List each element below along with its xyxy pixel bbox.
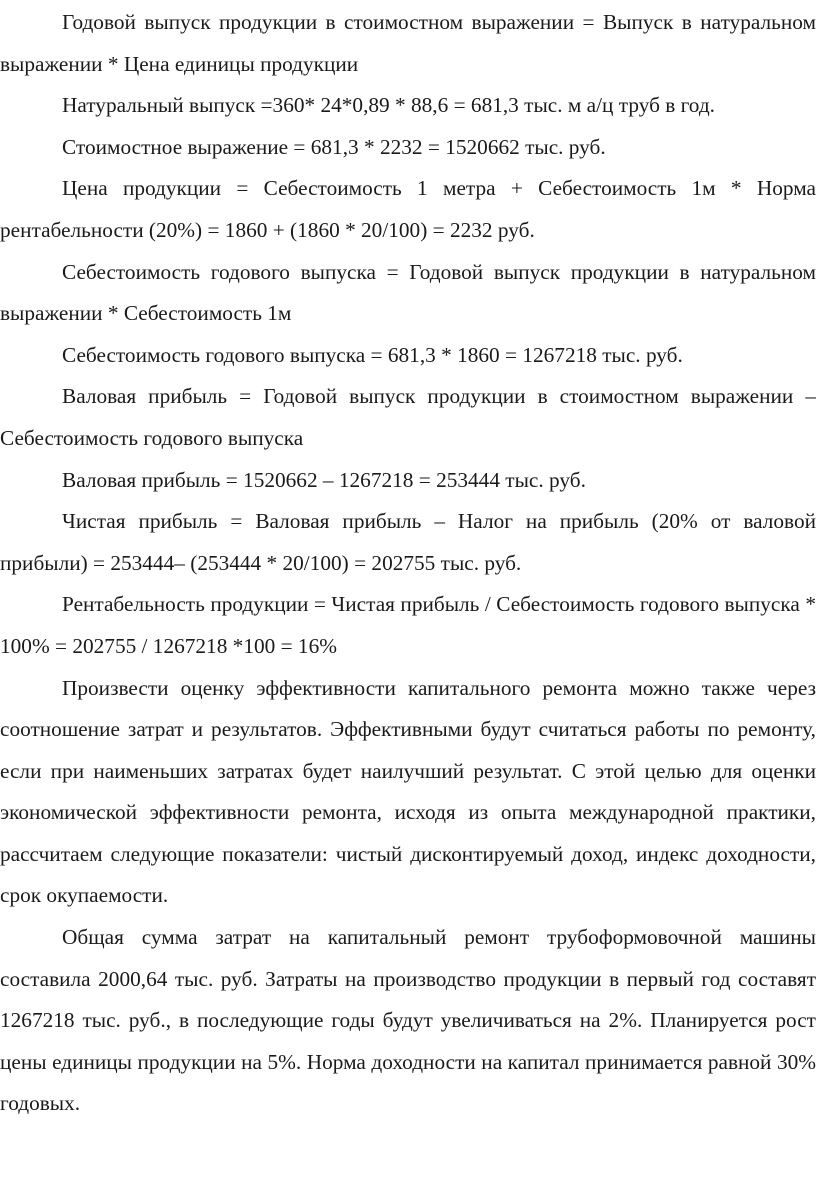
- paragraph-total-costs: Общая сумма затрат на капитальный ремонт трубоформовочной машины составила 2000,64 тыс. руб. Затраты на производство продукции в первый год составят 1267218 тыс. руб., в последующие годы будут увеличиваться на 2%. Планируется рост цены единицы продукции на 5%. Норма доходности на капитал принимается равной 30% годовых.: [0, 925, 816, 1116]
- paragraph-annual-cost-value: Себестоимость годового выпуска = 681,3 * 1860 = 1267218 тыс. руб.: [62, 342, 683, 367]
- paragraph-cost-value: Стоимостное выражение = 681,3 * 2232 = 1520662 тыс. руб.: [62, 134, 606, 159]
- paragraph-gross-profit-value: Валовая прибыль = 1520662 – 1267218 = 253444 тыс. руб.: [62, 467, 586, 492]
- paragraph-output-formula: Годовой выпуск продукции в стоимостном выражении = Выпуск в натуральном выражении * Цена единицы продукции: [0, 10, 816, 76]
- paragraph-profitability: Рентабельность продукции = Чистая прибыль / Себестоимость годового выпуска * 100% = 202755 / 1267218 *100 = 16%: [0, 592, 816, 658]
- paragraph-annual-cost-formula: Себестоимость годового выпуска = Годовой выпуск продукции в натуральном выражении * Себестоимость 1м: [0, 259, 816, 326]
- paragraph-efficiency-evaluation: Произвести оценку эффективности капитального ремонта можно также через соотношение затрат и результатов. Эффективными будут считаться работы по ремонту, если при наименьших затратах будет наилучший результат. С этой целью для оценки экономической эффективности ремонта, исходя из опыта международной практики, рассчитаем следующие показатели: чистый дисконтируемый доход, индекс доходности, срок окупаемости.: [0, 675, 816, 908]
- paragraph-gross-profit-formula: Валовая прибыль = Годовой выпуск продукции в стоимостном выражении – Себестоимость годового выпуска: [0, 384, 816, 450]
- paragraph-natural-output: Натуральный выпуск =360* 24*0,89 * 88,6 = 681,3 тыс. м а/ц труб в год.: [62, 93, 716, 118]
- paragraph-product-price: Цена продукции = Себестоимость 1 метра + Себестоимость 1м * Норма рентабельности (20%) = 1860 + (1860 * 20/100) = 2232 руб.: [0, 176, 816, 242]
- paragraph-net-profit: Чистая прибыль = Валовая прибыль – Налог на прибыль (20% от валовой прибыли) = 253444– (253444 * 20/100) = 202755 тыс. руб.: [0, 509, 816, 575]
